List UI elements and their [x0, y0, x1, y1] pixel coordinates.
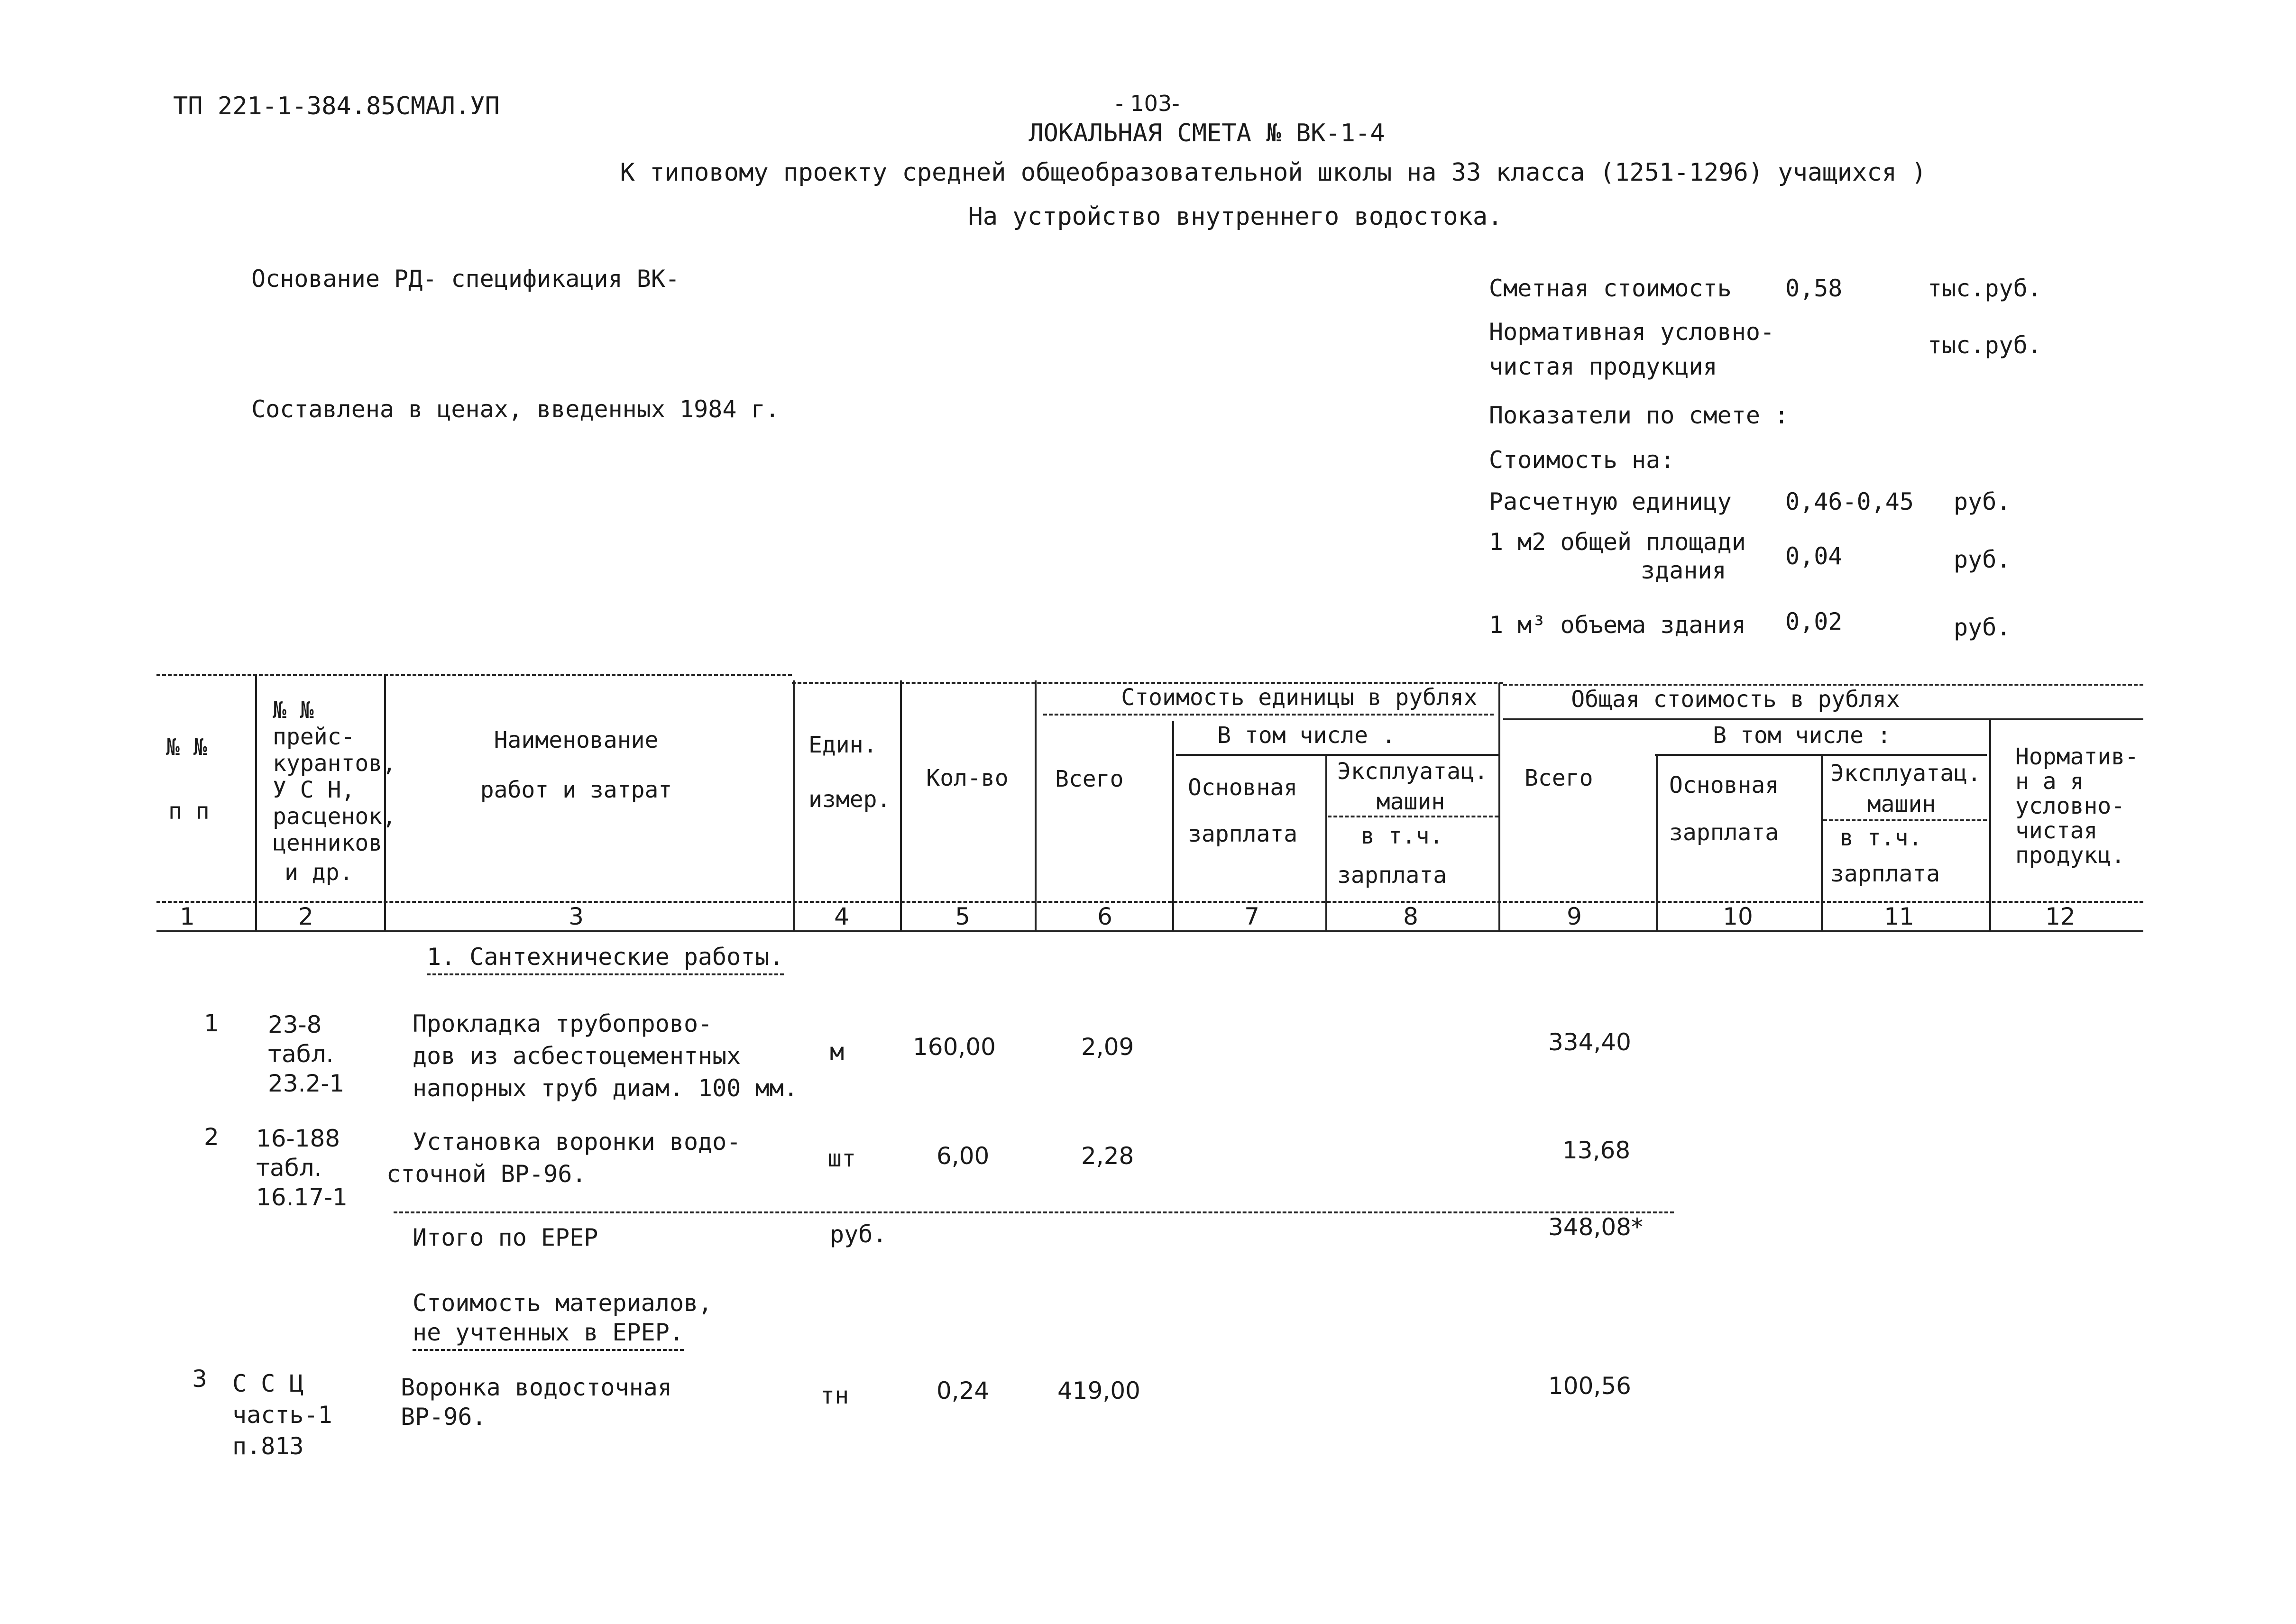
row-3-name-line: Воронка водосточная	[401, 1374, 672, 1401]
col12-header-line: условно-	[2015, 793, 2125, 819]
column-numbers-line	[156, 930, 2143, 932]
materials-title-line2	[413, 1319, 684, 1347]
row-1-name-line: напорных труб диам. 100 мм.	[413, 1074, 798, 1102]
col-divider-3	[793, 680, 795, 930]
row-3-code-line: п.813	[232, 1432, 304, 1460]
col-divider-1	[255, 674, 257, 930]
col3-header-line2: работ и затрат	[480, 777, 672, 803]
row-1-code-line: 23-8	[268, 1011, 322, 1038]
col2-header-line: расценок,	[273, 803, 396, 830]
row-3-unit: тн	[820, 1382, 849, 1409]
col2-header	[273, 697, 396, 856]
area-unit: руб.	[1954, 546, 2011, 573]
volume-value: 0,02	[1785, 608, 1843, 635]
row-3-unit-total: 419,00	[1057, 1377, 1140, 1404]
row-3-quantity: 0,24	[937, 1377, 990, 1404]
row-2-code-line: 16-188	[256, 1125, 340, 1152]
row-3-code-line: часть-1	[232, 1401, 332, 1429]
col4-header-line1: Един.	[808, 732, 877, 758]
area-value: 0,04	[1785, 542, 1843, 570]
col-divider-10	[1821, 754, 1823, 930]
col-number-10: 10	[1723, 903, 1753, 930]
materials-title-line1: Стоимость материалов,	[413, 1289, 713, 1317]
section-title	[427, 944, 784, 971]
col-divider-6	[1172, 721, 1174, 930]
col2-header-line: прейс-	[273, 724, 355, 750]
col-number-1: 1	[180, 903, 195, 930]
row-3-number: 3	[192, 1365, 207, 1393]
row-1-code-line: 23.2-1	[268, 1070, 345, 1097]
col12-header-line: Норматив-	[2015, 743, 2139, 770]
total-cost-incl-header: В том числе :	[1713, 722, 1891, 749]
row-3-code-line: С С Ц	[232, 1370, 304, 1397]
col12-header-line: н а я	[2015, 768, 2084, 795]
col5-header: Кол-во	[926, 765, 1009, 791]
row-2-number: 2	[204, 1123, 219, 1151]
subtotal-total: 348,08*	[1548, 1213, 1643, 1241]
area-label-line2: здания	[1641, 557, 1727, 584]
col2-header-line: ценников	[273, 830, 383, 856]
table-top-line-left	[156, 674, 792, 676]
estimate-title: ЛОКАЛЬНАЯ СМЕТА № ВК-1-4	[1029, 119, 1385, 147]
prices-text: Составлена в ценах, введенных 1984 г.	[251, 395, 780, 423]
col12-header-line: продукц.	[2015, 842, 2125, 869]
basis-text: Основание РД- спецификация ВК-	[251, 265, 680, 293]
col2-header-last-line: и др.	[285, 859, 353, 886]
row-1-number: 1	[204, 1009, 219, 1037]
subtotal-unit: руб.	[830, 1220, 887, 1248]
col11-header-line1: Эксплуатац.	[1830, 760, 1981, 787]
row-1-code	[268, 1010, 344, 1098]
row-2-name-line1: Установка воронки водо-	[413, 1128, 741, 1156]
col8-header-line2: машин	[1376, 789, 1445, 815]
estimated-cost-unit: тыс.руб.	[1928, 275, 2042, 302]
col2-header-line: № №	[273, 697, 314, 724]
calc-unit-value: 0,46-0,45	[1785, 488, 1914, 515]
estimate-purpose: На устройство внутреннего водостока.	[968, 202, 1503, 231]
subtotal-label: Итого по ЕРЕР	[413, 1224, 598, 1251]
col3-header-line1: Наименование	[494, 727, 659, 753]
col-divider-7	[1325, 754, 1327, 930]
total-cost-group-line	[1503, 718, 2143, 720]
volume-unit: руб.	[1954, 614, 2011, 641]
cost-on-label: Стоимость на:	[1489, 446, 1675, 474]
col-number-11: 11	[1884, 903, 1914, 930]
row-2-code	[256, 1124, 348, 1212]
unit-cost-group-header: Стоимость единицы в рублях	[1121, 684, 1478, 711]
estimated-cost-label: Сметная стоимость	[1489, 275, 1732, 302]
page-number: - 103-	[1115, 91, 1180, 116]
col2-header-line: У С Н,	[273, 777, 355, 803]
col-number-5: 5	[955, 903, 970, 930]
calc-unit-unit: руб.	[1954, 488, 2011, 515]
col12-header-line: чистая	[2015, 817, 2098, 844]
row-2-code-line: табл.	[256, 1154, 322, 1182]
unit-cost-incl-header: В том числе .	[1217, 722, 1396, 749]
normative-label-line2: чистая продукция	[1489, 353, 1717, 380]
row-2-total: 13,68	[1562, 1137, 1631, 1164]
document-code: ТП 221-1-384.85СМАЛ.УП	[173, 92, 500, 120]
col-number-3: 3	[569, 903, 584, 930]
estimated-cost-value: 0,58	[1785, 275, 1843, 302]
normative-label-line1: Нормативная условно-	[1489, 318, 1775, 346]
col1-header-line2: п п	[168, 798, 210, 825]
row-1-name-line: дов из асбестоцементных	[413, 1042, 741, 1070]
row-2-name-line2: сточной ВР-96.	[386, 1160, 587, 1188]
indicators-label: Показатели по смете :	[1489, 402, 1789, 429]
row-2-unit: шт	[827, 1145, 856, 1172]
col7-header-line1: Основная	[1188, 774, 1298, 801]
row-1-code-line: табл.	[268, 1040, 334, 1068]
header-bottom-line	[156, 901, 2143, 903]
col11-header-line3: в т.ч.	[1840, 825, 1922, 851]
row-1-unit: м	[830, 1038, 845, 1065]
col-number-2: 2	[298, 903, 313, 930]
col4-header-line2: измер.	[808, 786, 891, 813]
row-1-total: 334,40	[1548, 1028, 1631, 1056]
row-2-unit-total: 2,28	[1081, 1142, 1134, 1170]
col8-header-line1: Эксплуатац.	[1337, 758, 1488, 785]
row-3-name	[401, 1373, 672, 1431]
row-1-name	[413, 1008, 798, 1104]
col-divider-8	[1498, 683, 1500, 930]
unit-incl-line	[1176, 754, 1498, 756]
col6-header: Всего	[1055, 766, 1124, 792]
col12-header	[2015, 744, 2139, 868]
subtotal-separator	[394, 1211, 1674, 1213]
section-title-text: 1. Сантехнические работы.	[427, 943, 784, 975]
row-2-code-line: 16.17-1	[256, 1184, 348, 1211]
col-divider-5	[1035, 680, 1037, 930]
col8-header-line4: зарплата	[1337, 862, 1447, 889]
volume-label: 1 м³ объема здания	[1489, 611, 1746, 639]
col-number-6: 6	[1097, 903, 1112, 930]
col11-header-line2: машин	[1867, 791, 1936, 817]
col-number-7: 7	[1244, 903, 1259, 930]
col-divider-9	[1656, 754, 1658, 930]
estimate-subtitle: К типовому проекту средней общеобразовательной школы на 33 класса (1251-1296) учащихся )	[620, 158, 1927, 187]
materials-title-line2-text: не учтенных в ЕРЕР.	[413, 1319, 684, 1351]
row-3-code	[232, 1368, 332, 1462]
col-number-12: 12	[2045, 903, 2076, 930]
col-divider-11	[1989, 718, 1991, 930]
area-label-line1: 1 м2 общей площади	[1489, 528, 1746, 556]
unit-cost-group-line	[1043, 714, 1494, 716]
calc-unit-label: Расчетную единицу	[1489, 488, 1732, 515]
row-3-name-line: ВР-96.	[401, 1403, 487, 1431]
col-divider-4	[900, 680, 902, 930]
col10-header-line1: Основная	[1669, 772, 1779, 798]
col8-header-line3: в т.ч.	[1361, 823, 1443, 849]
col1-header-line1: № №	[166, 734, 207, 761]
col11-header-line4: зарплата	[1830, 861, 1940, 887]
col2-header-line: курантов,	[273, 750, 396, 777]
col-number-8: 8	[1403, 903, 1418, 930]
row-1-name-line: Прокладка трубопрово-	[413, 1010, 713, 1037]
row-3-total: 100,56	[1548, 1372, 1631, 1400]
row-2-quantity: 6,00	[937, 1142, 990, 1170]
col-number-4: 4	[834, 903, 849, 930]
col10-header-line2: зарплата	[1669, 819, 1779, 846]
col11-split-line	[1823, 819, 1987, 821]
row-1-unit-total: 2,09	[1081, 1033, 1134, 1061]
col7-header-line2: зарплата	[1188, 821, 1298, 847]
col-number-9: 9	[1567, 903, 1582, 930]
total-cost-group-header: Общая стоимость в рублях	[1571, 686, 1900, 713]
row-1-quantity: 160,00	[913, 1033, 996, 1061]
col9-header: Всего	[1525, 765, 1593, 791]
normative-unit: тыс.руб.	[1928, 331, 2042, 359]
